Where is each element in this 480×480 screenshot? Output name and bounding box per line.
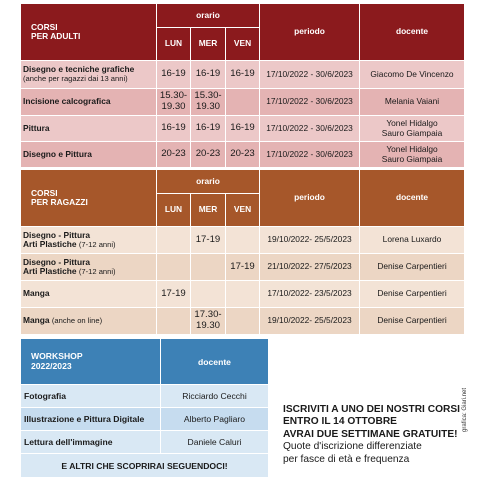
time-mer <box>191 281 226 308</box>
table-workshop <box>20 338 269 478</box>
table-row <box>21 408 269 431</box>
teacher: Alberto Pagliaro <box>161 408 269 431</box>
course-name: Manga <box>21 281 157 308</box>
table-row <box>21 281 465 308</box>
time-mer: 17.30- 19.30 <box>191 308 226 335</box>
time-mer: 15.30- 19.30 <box>191 89 226 116</box>
teacher: Ricciardo Cecchi <box>161 385 269 408</box>
period: 17/10/2022 - 30/6/2023 <box>260 116 360 142</box>
adulti-day-ven: VEN <box>226 28 260 61</box>
workshop-name: Fotografia <box>21 385 161 408</box>
promo-text <box>283 404 460 466</box>
teacher: Denise Carpentieri <box>360 281 465 308</box>
time-lun <box>157 227 191 254</box>
time-ven <box>226 281 260 308</box>
workshop-name: Illustrazione e Pittura Digitale <box>21 408 161 431</box>
workshop-name: Lettura dell'immagine <box>21 431 161 454</box>
course-name: Disegno - Pittura Arti Plastiche (7-12 anni) <box>21 254 157 281</box>
time-ven: 20-23 <box>226 142 260 168</box>
table-row <box>21 308 465 335</box>
course-name: Disegno - Pittura Arti Plastiche (7-12 anni) <box>21 227 157 254</box>
table-row <box>21 116 465 142</box>
time-lun: 16-19 <box>157 116 191 142</box>
table-corsi-adulti <box>20 3 465 168</box>
adulti-periodo-header: periodo <box>260 4 360 61</box>
teacher: Yonel Hidalgo Sauro Giampaia <box>360 116 465 142</box>
teacher: Denise Carpentieri <box>360 254 465 281</box>
period: 21/10/2022- 27/5/2023 <box>260 254 360 281</box>
adulti-day-mer: MER <box>191 28 226 61</box>
time-lun: 16-19 <box>157 61 191 89</box>
time-mer <box>191 254 226 281</box>
teacher: Denise Carpentieri <box>360 308 465 335</box>
workshop-footer: E ALTRI CHE SCOPRIRAI SEGUENDOCI! <box>21 454 269 478</box>
ragazzi-day-ven: VEN <box>226 194 260 227</box>
time-lun: 15.30- 19.30 <box>157 89 191 116</box>
adulti-day-lun: LUN <box>157 28 191 61</box>
time-ven: 16-19 <box>226 61 260 89</box>
workshop-title: WORKSHOP 2022/2023 <box>21 339 161 385</box>
time-lun: 17-19 <box>157 281 191 308</box>
promo-line-5: per fasce di età e frequenza <box>283 453 410 465</box>
table-row <box>21 142 465 168</box>
teacher: Daniele Caluri <box>161 431 269 454</box>
teacher: Melania Vaiani <box>360 89 465 116</box>
period: 17/10/2022 - 30/6/2023 <box>260 89 360 116</box>
adulti-docente-header: docente <box>360 4 465 61</box>
time-ven <box>226 89 260 116</box>
teacher: Lorena Luxardo <box>360 227 465 254</box>
table-row <box>21 89 465 116</box>
ragazzi-docente-header: docente <box>360 170 465 227</box>
ragazzi-title: CORSI PER RAGAZZI <box>21 170 157 227</box>
table-row <box>21 385 269 408</box>
promo-line-2: ENTRO IL 14 OTTOBRE <box>283 416 397 428</box>
table-row <box>21 431 269 454</box>
period: 17/10/2022- 23/5/2023 <box>260 281 360 308</box>
adulti-orario-header: orario <box>157 4 260 28</box>
period: 17/10/2022 - 30/6/2023 <box>260 61 360 89</box>
time-lun: 20-23 <box>157 142 191 168</box>
ragazzi-day-lun: LUN <box>157 194 191 227</box>
time-mer: 16-19 <box>191 116 226 142</box>
promo-line-3: AVRAI DUE SETTIMANE GRATUITE! <box>283 428 458 440</box>
time-mer: 20-23 <box>191 142 226 168</box>
course-name: Pittura <box>21 116 157 142</box>
time-ven <box>226 308 260 335</box>
table-row <box>21 254 465 281</box>
table-row <box>21 227 465 254</box>
promo-line-1: ISCRIVITI A UNO DEI NOSTRI CORSI <box>283 404 460 415</box>
course-name: Manga (anche on line) <box>21 308 157 335</box>
ragazzi-day-mer: MER <box>191 194 226 227</box>
time-ven: 17-19 <box>226 254 260 281</box>
time-mer: 16-19 <box>191 61 226 89</box>
workshop-docente-header: docente <box>161 339 269 385</box>
graphic-credit: grafica: Giari.net <box>462 387 468 432</box>
period: 17/10/2022 - 30/6/2023 <box>260 142 360 168</box>
teacher: Yonel Hidalgo Sauro Giampaia <box>360 142 465 168</box>
time-ven: 16-19 <box>226 116 260 142</box>
adulti-title: CORSI PER ADULTI <box>21 4 157 61</box>
ragazzi-periodo-header: periodo <box>260 170 360 227</box>
period: 19/10/2022- 25/5/2023 <box>260 227 360 254</box>
course-name: Disegno e Pittura <box>21 142 157 168</box>
time-mer: 17-19 <box>191 227 226 254</box>
table-row <box>21 61 465 89</box>
ragazzi-orario-header: orario <box>157 170 260 194</box>
teacher: Giacomo De Vincenzo <box>360 61 465 89</box>
time-lun <box>157 254 191 281</box>
course-name: Disegno e tecniche grafiche (anche per ragazzi dai 13 anni) <box>21 61 157 89</box>
time-lun <box>157 308 191 335</box>
time-ven <box>226 227 260 254</box>
course-name: Incisione calcografica <box>21 89 157 116</box>
period: 19/10/2022- 25/5/2023 <box>260 308 360 335</box>
promo-line-4: Quote d'iscrizione differenziate <box>283 441 422 453</box>
table-corsi-ragazzi <box>20 169 465 335</box>
